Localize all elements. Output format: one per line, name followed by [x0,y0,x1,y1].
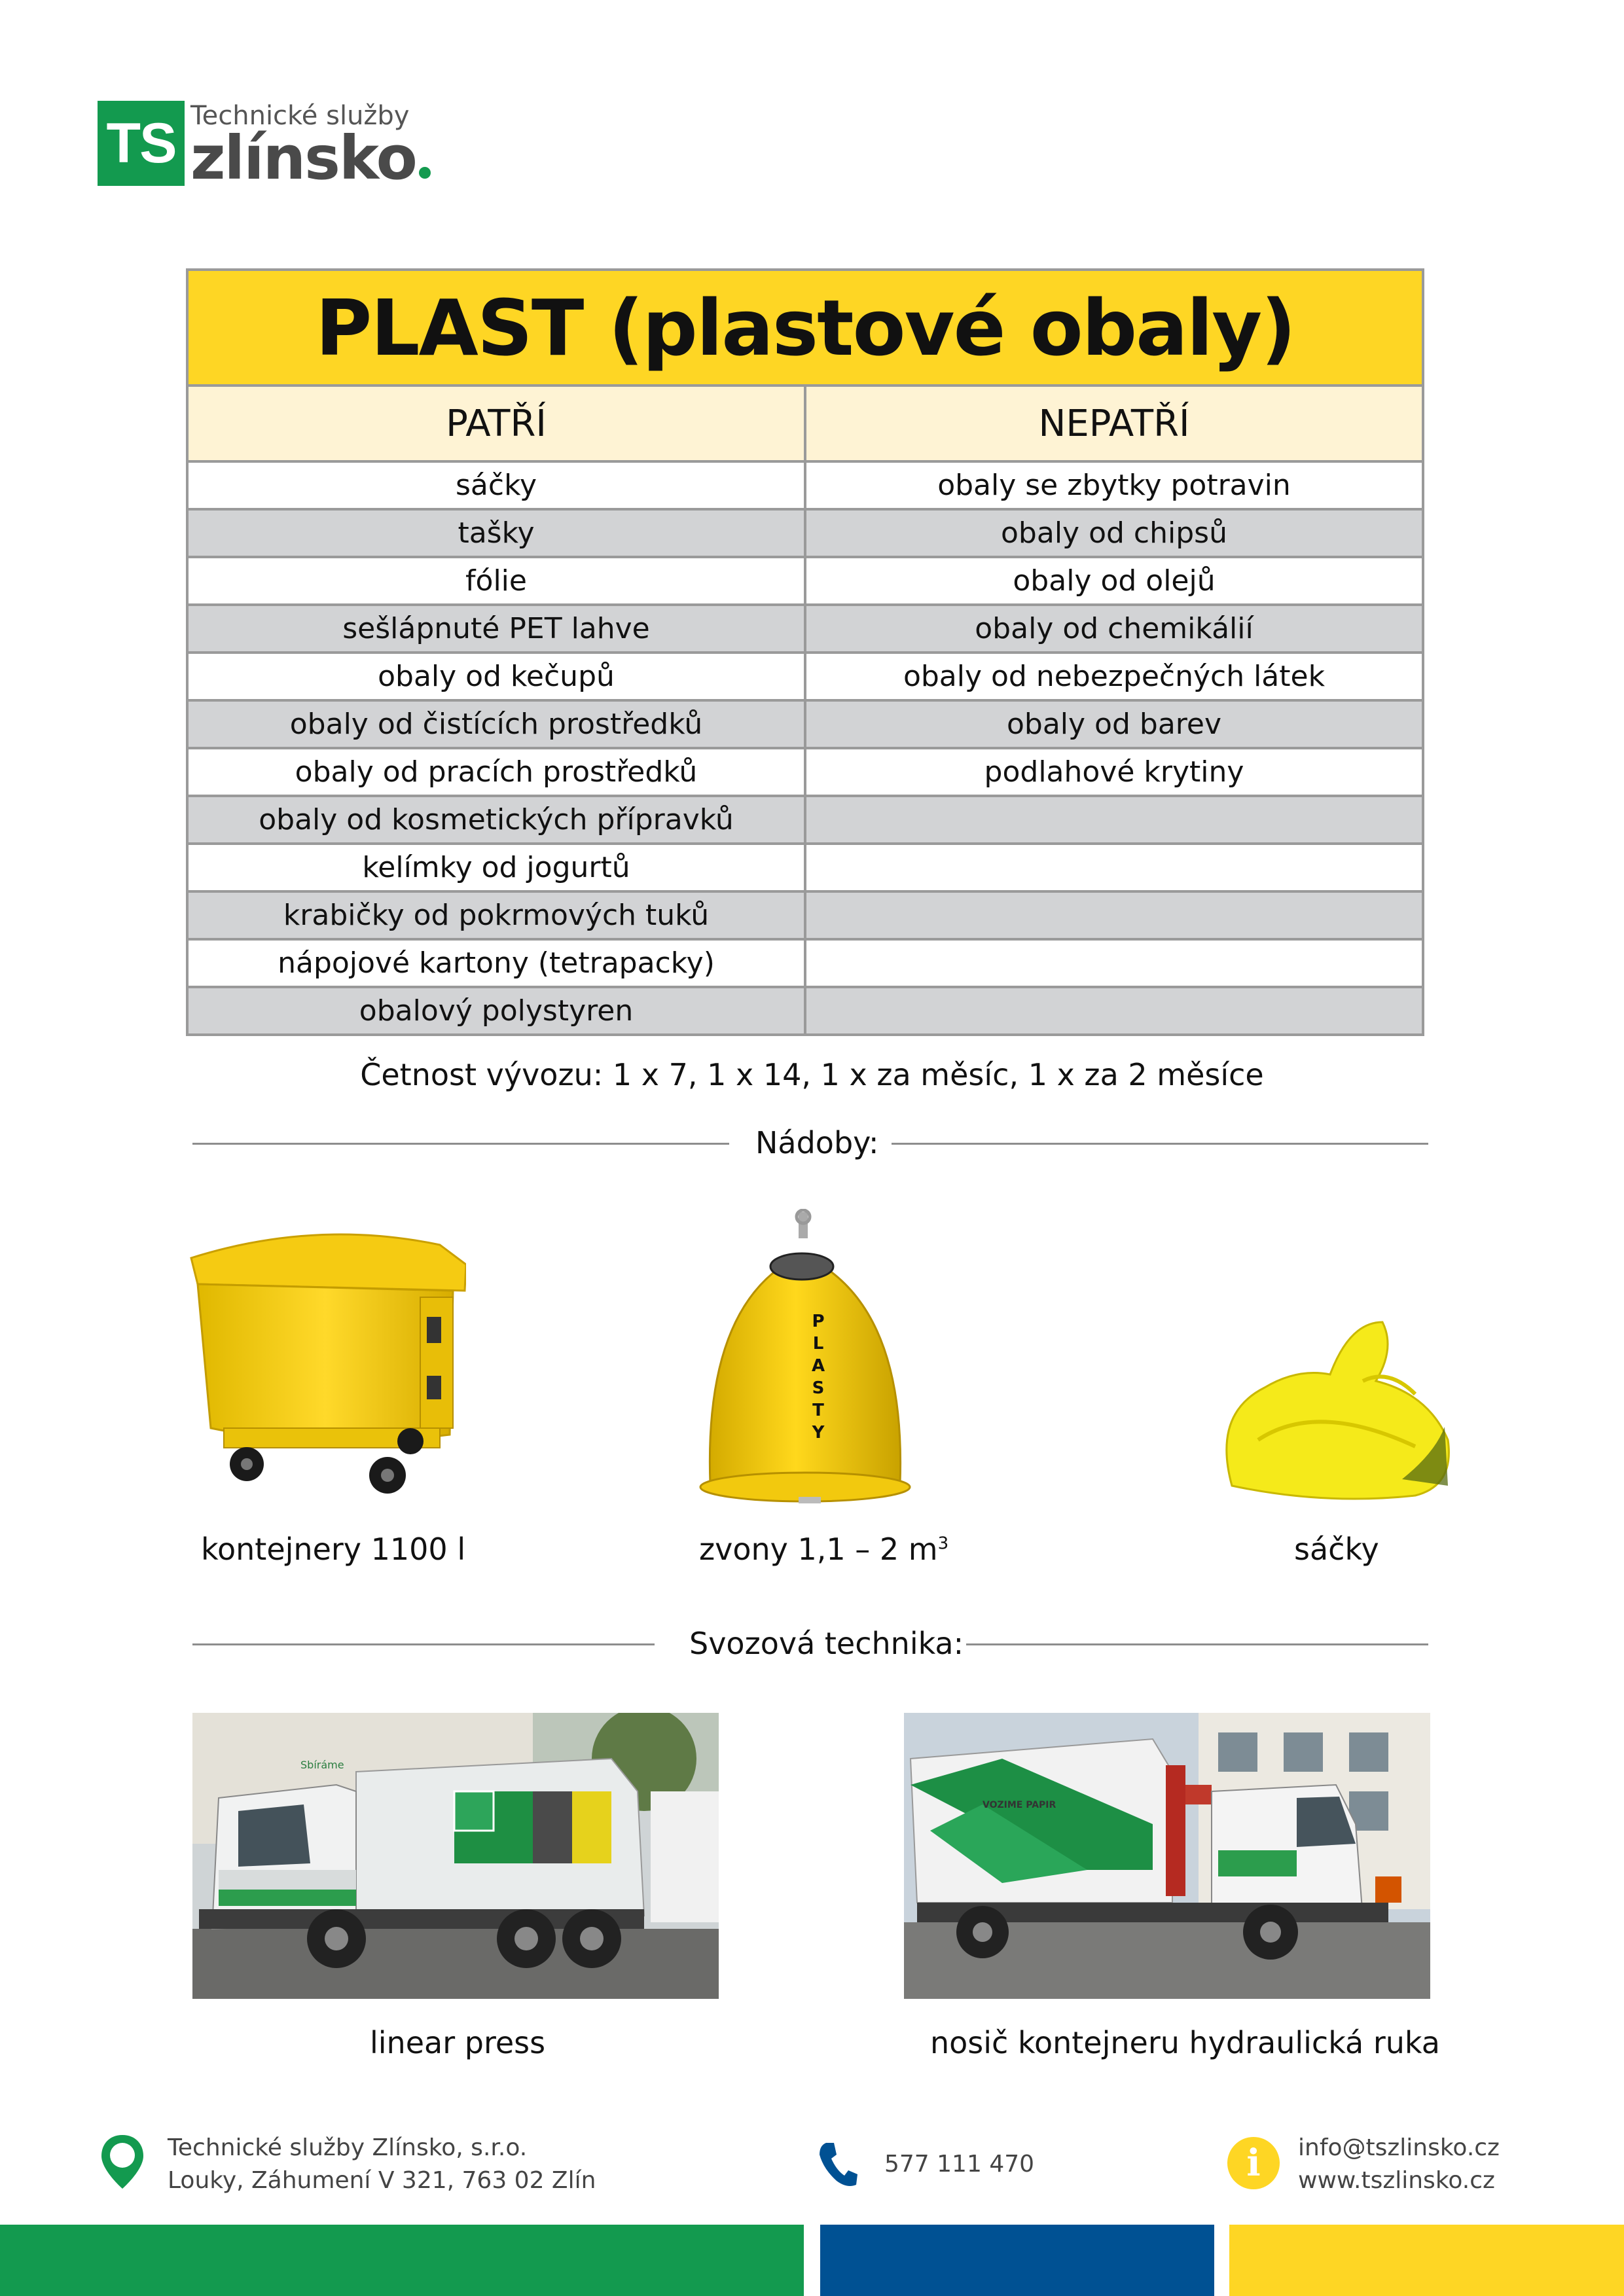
belongs-item: krabičky od pokrmových tuků [187,891,805,939]
belongs-item: nápojové kartony (tetrapacky) [187,939,805,987]
belongs-item: kelímky od jogurtů [187,844,805,891]
info-icon: i [1227,2137,1280,2189]
table-title: PLAST (plastové obaly) [187,270,1423,386]
bell-print-text: PLASTY [811,1312,825,1443]
not-belongs-item [805,987,1423,1035]
table-row [187,891,1423,939]
bags-image [1219,1309,1454,1508]
header-not-belongs: NEPATŘÍ [805,386,1423,461]
containers-heading: Nádoby: [755,1125,879,1160]
bell-caption: zvony 1,1 – 2 $m^3$ [699,1532,949,1567]
vehicles-divider [192,1624,1428,1663]
not-belongs-item: obaly od olejů [805,557,1423,605]
footer-bar-green [0,2225,804,2296]
table-row [187,557,1423,605]
belongs-item: sáčky [187,461,805,509]
not-belongs-item [805,939,1423,987]
table-row [187,796,1423,844]
table-row [187,605,1423,653]
table-row [187,653,1423,700]
belongs-item: obaly od kosmetických přípravků [187,796,805,844]
press-caption: linear press [370,2025,546,2060]
carrier-truck-photo [904,1713,1430,1999]
table-row [187,939,1423,987]
carrier-container-text: VOZIME PAPIR [983,1800,1056,1810]
collection-frequency: Četnost vývozu: 1 x 7, 1 x 14, 1 x za měsíc, 1 x za 2 měsíce [360,1057,1264,1092]
not-belongs-item: obaly od barev [805,700,1423,748]
not-belongs-item: obaly se zbytky potravin [805,461,1423,509]
belongs-item: sešlápnuté PET lahve [187,605,805,653]
not-belongs-item [805,796,1423,844]
belongs-item: tašky [187,509,805,557]
table-row [187,844,1423,891]
vehicles-heading: Svozová technika: [689,1626,964,1661]
bell-container-image [684,1209,933,1519]
bags-caption: sáčky [1294,1532,1379,1567]
table-row [187,748,1423,796]
footer-phone: 577 111 470 [884,2151,1035,2178]
footer-bar-yellow [1229,2225,1624,2296]
not-belongs-item [805,891,1423,939]
belongs-item: obaly od kečupů [187,653,805,700]
not-belongs-item [805,844,1423,891]
logo-subtitle: Technické služby [190,101,410,131]
belongs-item: obaly od čistících prostředků [187,700,805,748]
containers-divider [192,1123,1428,1162]
logo-mark: TS [98,101,185,186]
footer-bar-blue [820,2225,1214,2296]
not-belongs-item: obaly od chemikálií [805,605,1423,653]
footer-address [168,2132,596,2197]
footer-company: Technické služby Zlínsko, s.r.o. [168,2134,528,2161]
footer-contact [1298,2132,1500,2197]
phone-icon [817,2140,859,2191]
table-row [187,509,1423,557]
location-icon [98,2132,147,2194]
press-truck-photo [192,1713,719,1999]
footer-street: Louky, Záhumení V 321, 763 02 Zlín [168,2167,596,2194]
header-belongs: PATŘÍ [187,386,805,461]
table-row [187,461,1423,509]
not-belongs-item: obaly od chipsů [805,509,1423,557]
footer-web[interactable]: www.tszlinsko.cz [1298,2167,1495,2194]
waste-sorting-table [186,268,1424,1036]
table-row [187,987,1423,1035]
belongs-item: fólie [187,557,805,605]
not-belongs-item: obaly od nebezpečných látek [805,653,1423,700]
table-row [187,700,1423,748]
wheeled-container-image [185,1219,466,1509]
footer-email[interactable]: info@tszlinsko.cz [1298,2134,1500,2161]
container-caption: kontejnery 1100 l [201,1532,466,1567]
belongs-item: obalový polystyren [187,987,805,1035]
logo-wordmark: zlínsko [190,126,431,191]
press-truck-door-text: Sbíráme [300,1759,344,1771]
belongs-item: obaly od pracích prostředků [187,748,805,796]
not-belongs-item: podlahové krytiny [805,748,1423,796]
carrier-caption: nosič kontejneru hydraulická ruka [930,2025,1440,2060]
